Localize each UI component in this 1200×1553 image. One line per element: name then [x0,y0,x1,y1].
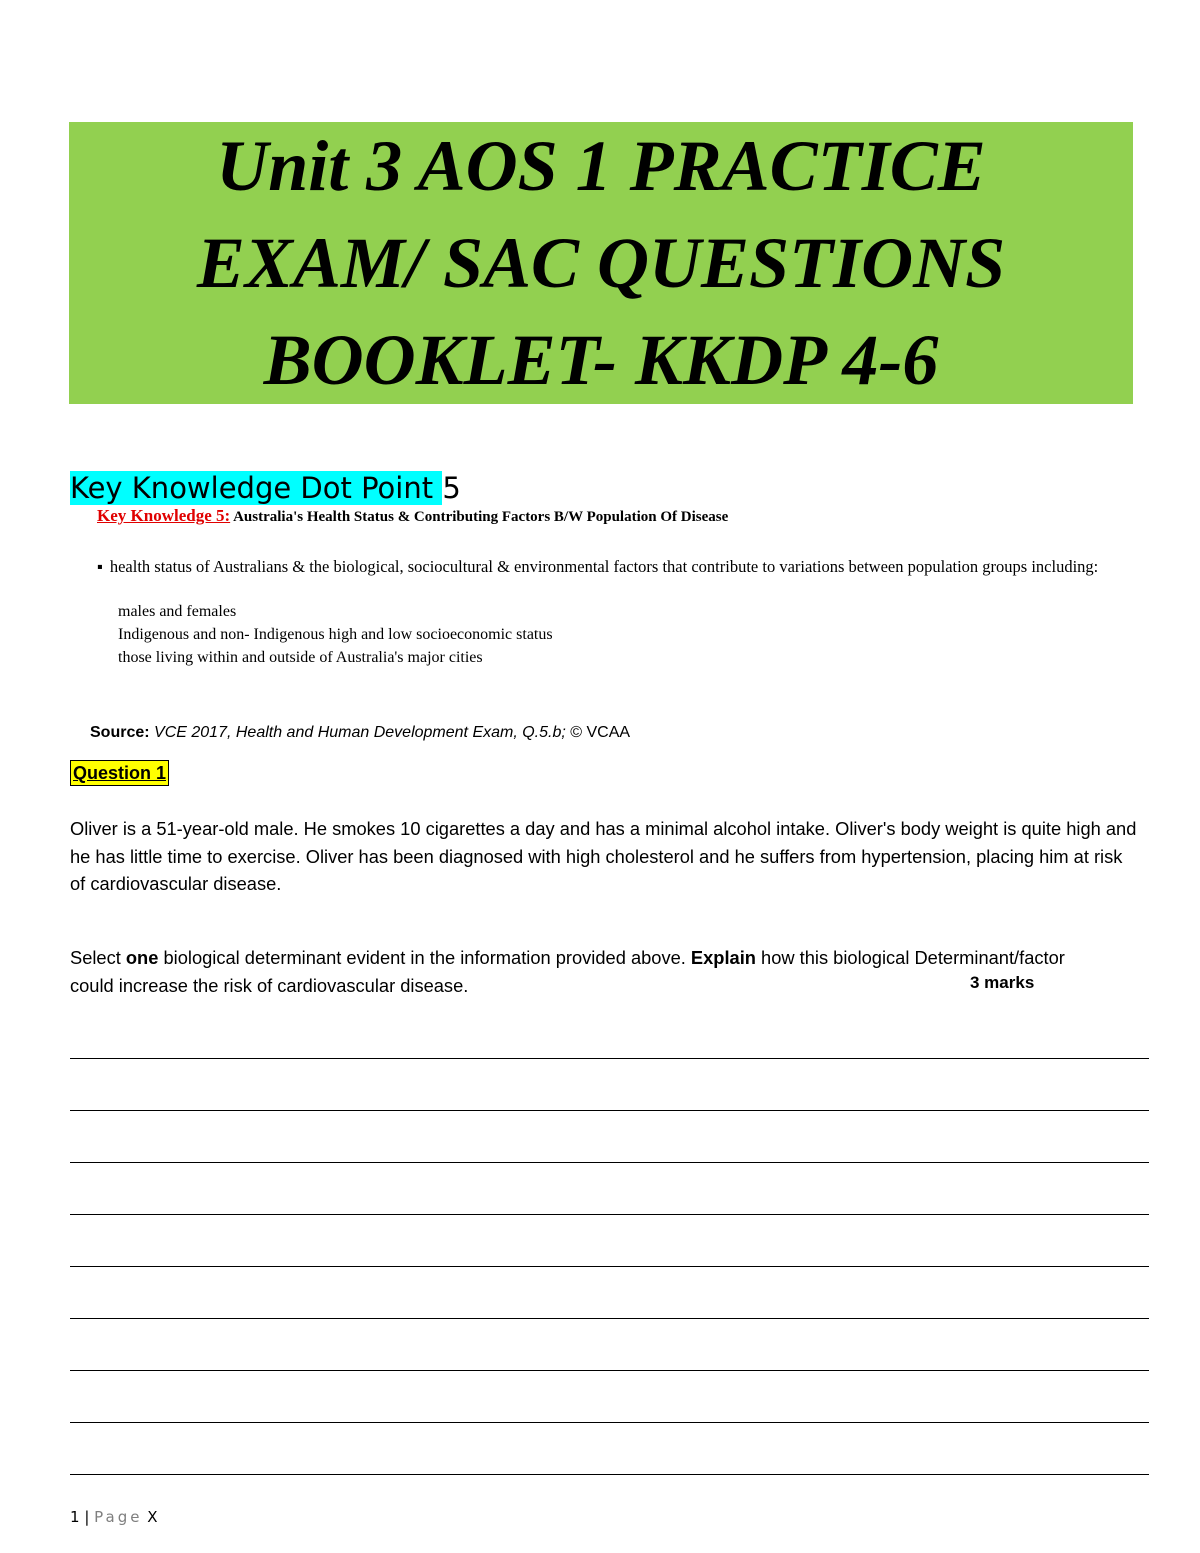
answer-line[interactable] [70,1058,1149,1059]
question-scenario: Oliver is a 51-year-old male. He smokes 10 cigarettes a day and has a minimal alcohol intake. Oliver's body weight is quite high and he has little time to exercise. Oliver has been diagnosed with high cholesterol and he suffers from hypertension, placing him at risk of cardiovascular disease. [70,818,1137,894]
prompt-text-3: how this biological Determinant/factor could increase the risk of cardiovascular disease. [70,947,1065,996]
answer-line[interactable] [70,1162,1149,1163]
sub-item-indigenous: Indigenous and non- Indigenous high and low socioeconomic status [118,626,553,643]
answer-line[interactable] [70,1110,1149,1111]
title-banner [69,122,1133,404]
answer-line[interactable] [70,1422,1149,1423]
question-prompt [70,944,1070,999]
prompt-bold-explain: Explain [690,947,756,968]
page-word: Page [94,1508,143,1526]
kkdp-heading-highlight: Key Knowledge Dot Point [70,471,443,505]
key-knowledge-title: Australia's Health Status & Contributing Factors B/W Population Of Disease [233,509,729,525]
prompt-text-1: Select [70,947,126,968]
bullet-icon: ▪ [97,557,103,576]
kkdp-heading [70,470,461,506]
title-line-2: EXAM/ SAC QUESTIONS [196,222,1006,303]
answer-line[interactable] [70,1266,1149,1267]
kkdp-heading-number: 5 [442,471,461,505]
sub-item-males-females: males and females [118,603,237,620]
source-line [90,724,630,742]
source-copyright: © VCAA [565,724,631,741]
answer-line[interactable] [70,1370,1149,1371]
key-knowledge-line [97,506,728,526]
title-line-3: BOOKLET- KKDP 4-6 [263,319,939,400]
bullet-text: health status of Australians & the biological, sociocultural & environmental factors that contribute to variations between population groups including: [109,557,1099,576]
sub-item-cities: those living within and outside of Australia's major cities [118,649,483,666]
prompt-text-2: biological determinant evident in the information provided above. [158,947,691,968]
source-text: VCE 2017, Health and Human Development Exam, Q.5.b; [154,724,566,741]
footer-suffix: X [142,1508,158,1526]
page-number: 1 [70,1508,80,1526]
key-knowledge-label: Key Knowledge 5: [97,506,231,525]
footer-separator: | [79,1508,95,1526]
answer-line[interactable] [70,1474,1149,1475]
marks-label: 3 marks [970,973,1035,992]
answer-line[interactable] [70,1318,1149,1319]
page-footer [70,1508,158,1526]
question-label: Question 1 [70,760,169,786]
prompt-bold-one: one [125,947,159,968]
bullet-paragraph [97,556,1157,577]
source-label: Source: [90,724,150,741]
title-line-1: Unit 3 AOS 1 PRACTICE [216,125,986,206]
answer-line[interactable] [70,1214,1149,1215]
